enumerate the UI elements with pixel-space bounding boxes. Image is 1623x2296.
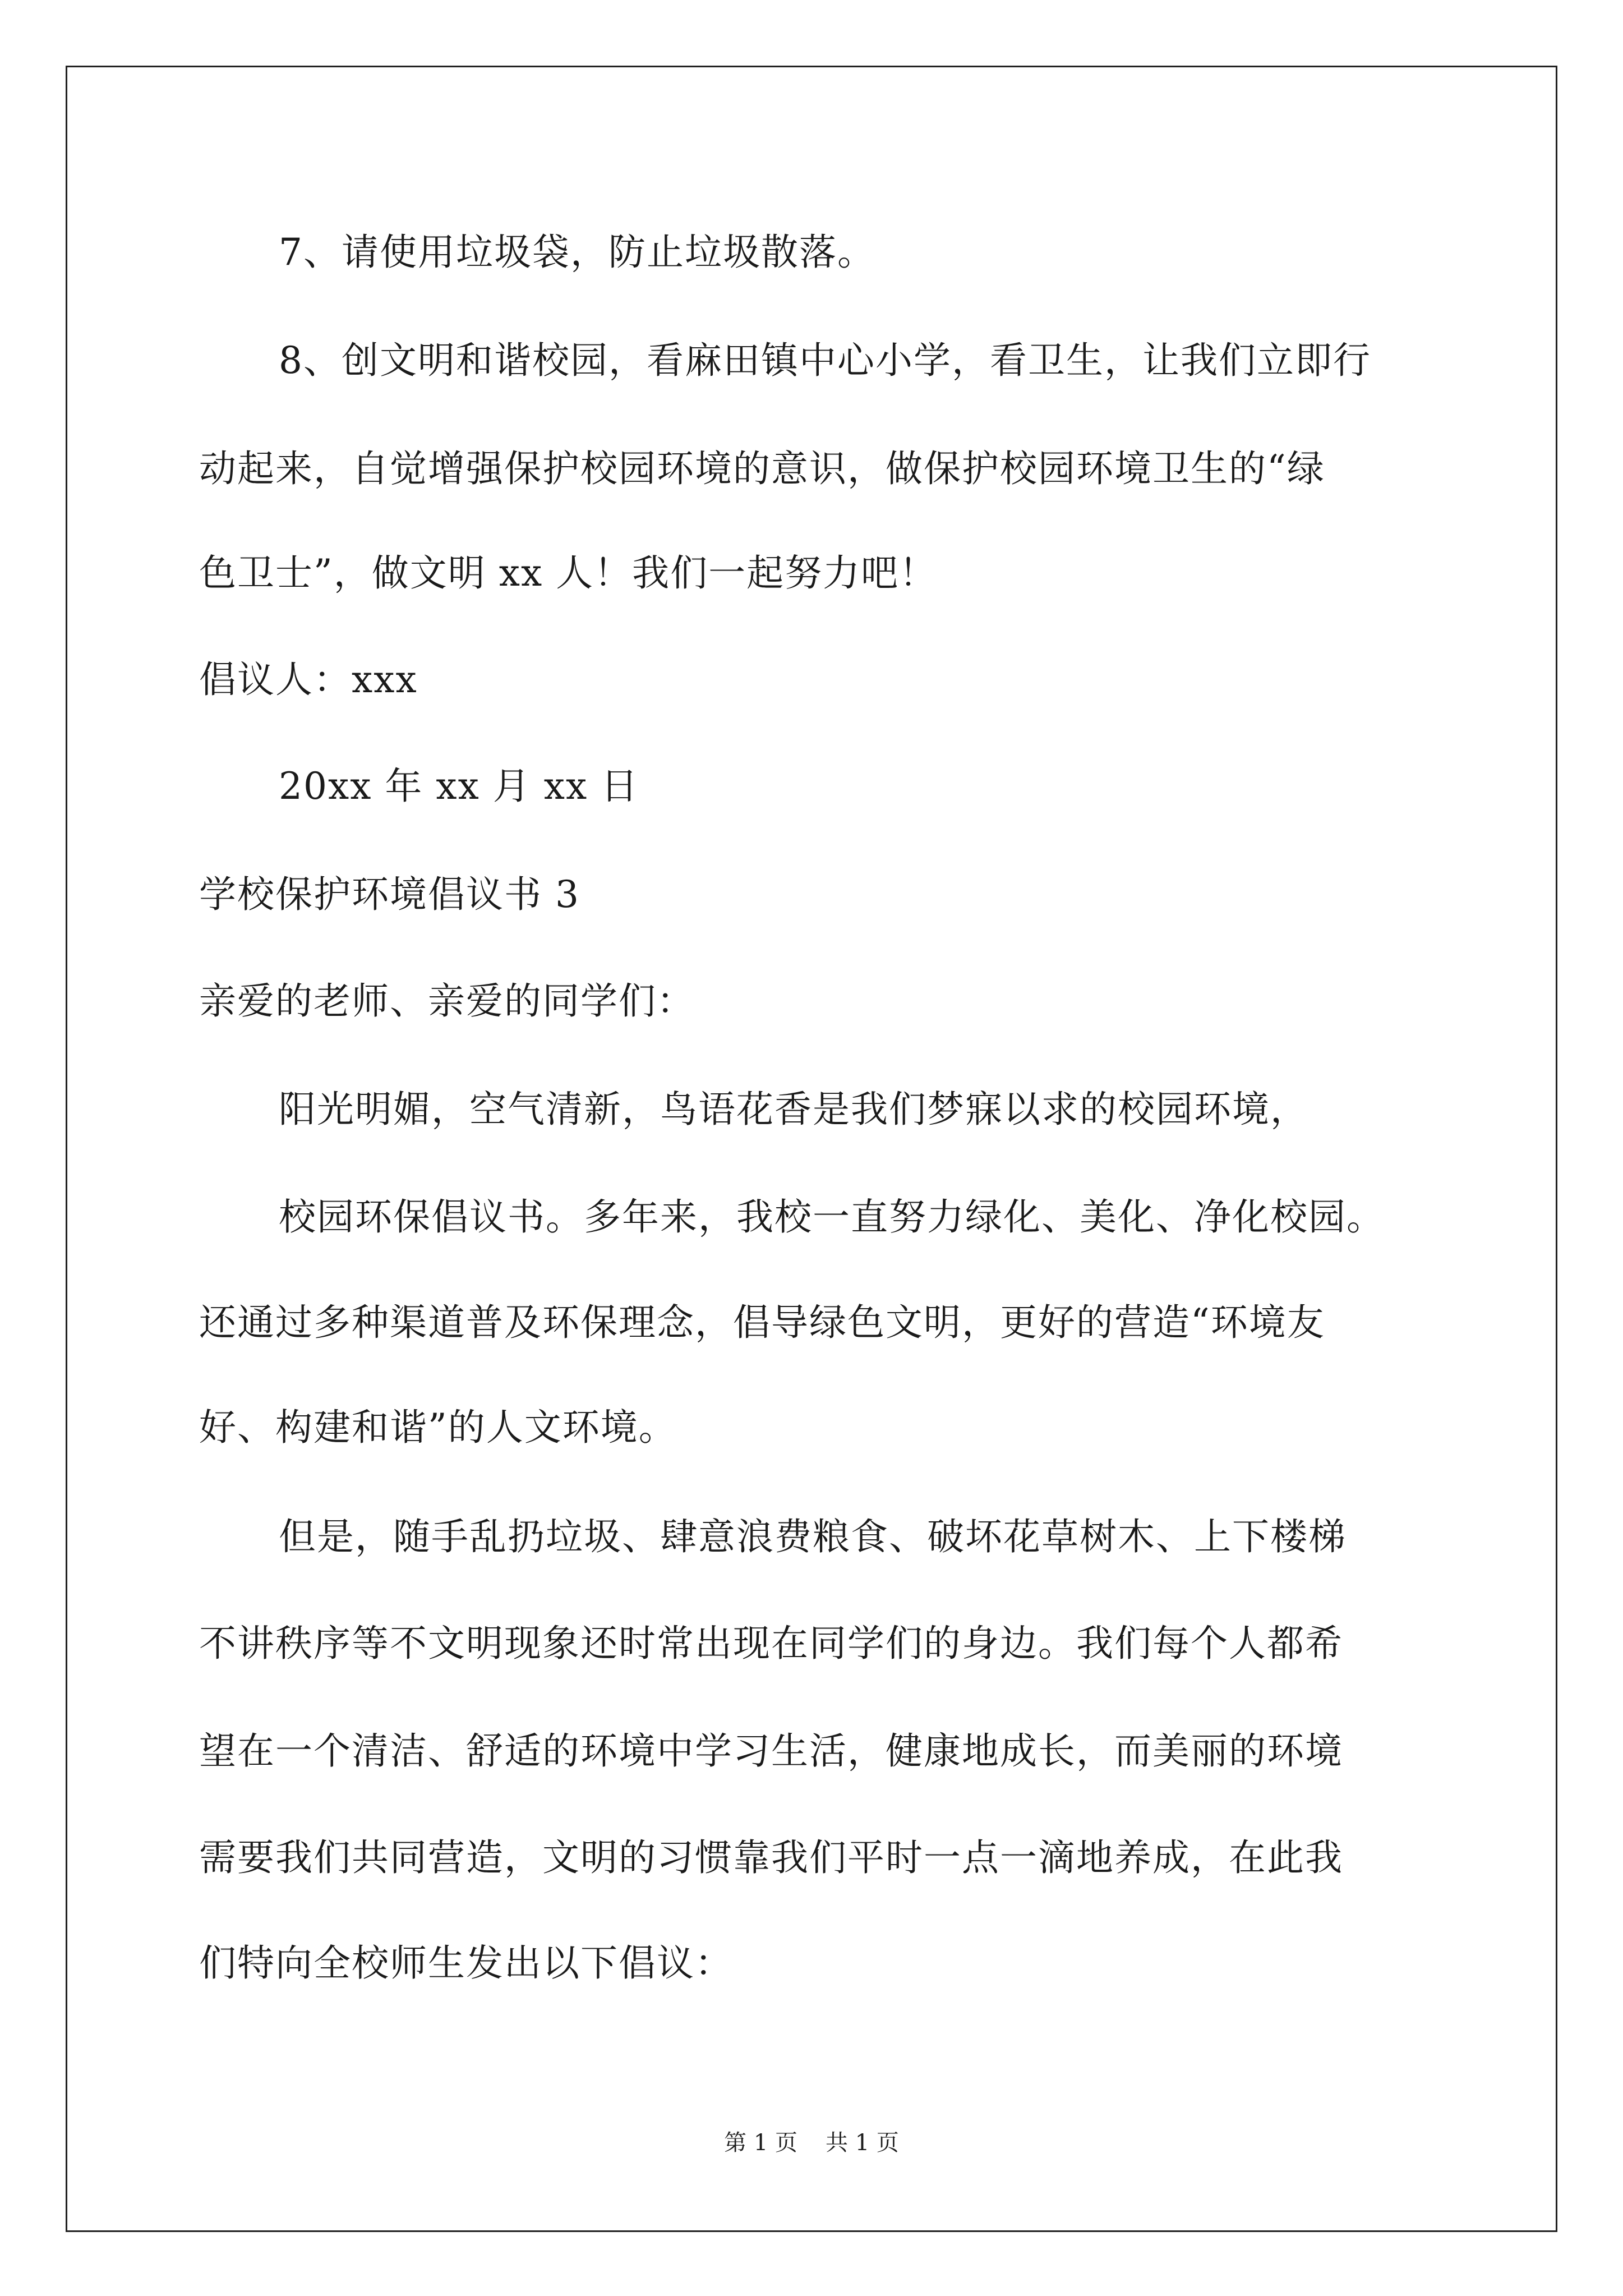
paragraph-line: 好、构建和谐”的人文环境。	[199, 1406, 677, 1449]
signer-line: 倡议人：xxx	[199, 658, 418, 701]
paragraph-line: 还通过多种渠道普及环保理念，倡导绿色文明，更好的营造“环境友	[199, 1301, 1325, 1344]
page-total: 共 1 页	[826, 2130, 899, 2156]
paragraph-line: 不讲秩序等不文明现象还时常出现在同学们的身边。我们每个人都希	[199, 1622, 1343, 1665]
page-footer	[0, 2129, 1623, 2157]
paragraph-line: 8、创文明和谐校园，看麻田镇中心小学，看卫生，让我们立即行	[279, 339, 1371, 382]
date-line: 20xx 年 xx 月 xx 日	[279, 765, 639, 808]
paragraph-line: 们特向全校师生发出以下倡议：	[199, 1941, 733, 1985]
paragraph-line: 色卫士”，做文明 xx 人！我们一起努力吧！	[199, 551, 938, 595]
paragraph-line: 阳光明媚，空气清新，鸟语花香是我们梦寐以求的校园环境，	[279, 1088, 1308, 1131]
paragraph-line: 动起来，自觉增强保护校园环境的意识，做保护校园环境卫生的“绿	[199, 447, 1325, 490]
paragraph-line: 但是，随手乱扔垃圾、肆意浪费粮食、破坏花草树木、上下楼梯	[279, 1515, 1347, 1558]
paragraph-line: 校园环保倡议书。多年来，我校一直努力绿化、美化、净化校园。	[279, 1195, 1385, 1239]
page-frame	[66, 66, 1557, 2232]
paragraph-line: 望在一个清洁、舒适的环境中学习生活，健康地成长，而美丽的环境	[199, 1729, 1343, 1773]
paragraph-line: 需要我们共同营造，文明的习惯靠我们平时一点一滴地养成，在此我	[199, 1836, 1343, 1879]
section-title: 学校保护环境倡议书 3	[199, 873, 580, 916]
page-number: 第 1 页	[724, 2130, 797, 2156]
salutation-line: 亲爱的老师、亲爱的同学们：	[199, 979, 695, 1023]
paragraph-line: 7、请使用垃圾袋，防止垃圾散落。	[279, 231, 875, 274]
